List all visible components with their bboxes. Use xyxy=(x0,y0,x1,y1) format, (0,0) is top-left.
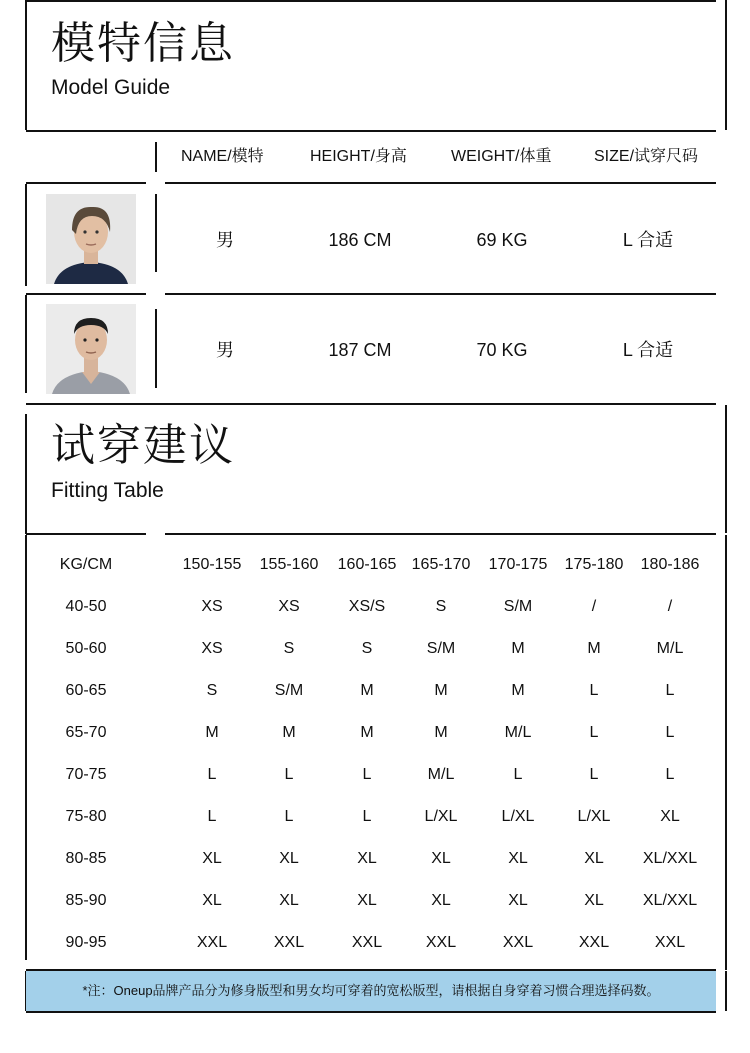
table-row xyxy=(0,721,750,745)
note-bottom-line xyxy=(26,1011,716,1013)
header-divider xyxy=(155,142,157,172)
size-cell: M xyxy=(511,640,525,657)
size-cell: S/M xyxy=(426,640,456,657)
size-cell: XXL xyxy=(502,934,534,951)
size-cell: M/L xyxy=(656,640,684,657)
guide-section-bottom-line xyxy=(26,403,716,405)
table-row xyxy=(0,805,750,829)
header-bottom-line-left xyxy=(26,182,146,184)
weight-range-label: 75-80 xyxy=(65,808,107,825)
size-cell: L xyxy=(589,724,599,741)
size-cell: XL xyxy=(431,850,451,867)
weight-range-label: 50-60 xyxy=(65,640,107,657)
size-cell: XL/XXL xyxy=(642,892,698,909)
header-weight: WEIGHT/体重 xyxy=(451,148,552,165)
size-cell: S/M xyxy=(503,598,533,615)
size-cell: M xyxy=(434,682,448,699)
weight-range-label: 65-70 xyxy=(65,724,107,741)
header-bottom-line-right xyxy=(165,182,716,184)
size-cell: S xyxy=(435,598,447,615)
size-cell: L xyxy=(284,766,294,783)
table-row xyxy=(0,889,750,913)
size-cell: L xyxy=(207,766,217,783)
size-cell: L xyxy=(362,808,372,825)
guide-header-top-line xyxy=(26,130,716,132)
size-cell: M/L xyxy=(504,724,532,741)
size-cell: L/XL xyxy=(501,808,535,825)
table-row xyxy=(0,763,750,787)
table-row xyxy=(0,679,750,703)
row1-divider xyxy=(155,194,157,272)
size-cell: M xyxy=(587,640,601,657)
size-cell: M xyxy=(360,724,374,741)
size-cell: XL xyxy=(357,850,377,867)
size-cell: XS xyxy=(278,598,300,615)
size-cell: XL xyxy=(508,892,528,909)
fitting-header-line-left xyxy=(26,533,146,535)
fitting-table-title: 试穿建议 xyxy=(51,420,235,471)
size-cell: XL xyxy=(279,892,299,909)
fitting-table-subtitle: Fitting Table xyxy=(51,479,164,502)
size-cell: XS xyxy=(201,598,223,615)
size-cell: XXL xyxy=(196,934,228,951)
right-border-guide xyxy=(725,0,727,130)
table-row xyxy=(0,595,750,619)
size-cell: XS/S xyxy=(348,598,386,615)
size-cell: L xyxy=(513,766,523,783)
height-range-header: 155-160 xyxy=(259,556,319,573)
size-cell: XXL xyxy=(654,934,686,951)
header-name: NAME/模特 xyxy=(181,148,264,165)
size-cell: / xyxy=(591,598,597,615)
table-row xyxy=(0,847,750,871)
model1-height: 186 CM xyxy=(328,230,392,250)
top-border xyxy=(26,0,716,2)
size-cell: XL/XXL xyxy=(642,850,698,867)
size-cell: XS xyxy=(201,640,223,657)
table-row xyxy=(0,931,750,955)
model2-size: L 合适 xyxy=(622,340,674,360)
model1-name: 男 xyxy=(216,230,234,250)
weight-range-label: 70-75 xyxy=(65,766,107,783)
row1-left-border xyxy=(25,184,27,286)
size-cell: XL xyxy=(202,892,222,909)
size-cell: XL xyxy=(357,892,377,909)
fitting-note: *注：Oneup品牌产品分为修身版型和男女均可穿着的宽松版型，请根据自身穿着习惯合理选择码数。 xyxy=(26,971,716,1011)
size-cell: L xyxy=(665,724,675,741)
note-right-border xyxy=(725,971,727,1011)
size-cell: XL xyxy=(508,850,528,867)
size-cell: M xyxy=(511,682,525,699)
size-cell: XL xyxy=(584,850,604,867)
model-portrait-icon xyxy=(46,194,136,284)
model2-name: 男 xyxy=(216,340,234,360)
header-height: HEIGHT/身高 xyxy=(310,148,407,165)
size-cell: S xyxy=(283,640,295,657)
size-cell: S xyxy=(206,682,218,699)
size-cell: L/XL xyxy=(424,808,458,825)
size-cell: M xyxy=(205,724,219,741)
model1-weight: 69 KG xyxy=(476,230,528,250)
size-cell: M xyxy=(434,724,448,741)
row1-bottom-line-right xyxy=(165,293,716,295)
size-cell: L xyxy=(284,808,294,825)
model2-weight: 70 KG xyxy=(476,340,528,360)
height-range-header: 160-165 xyxy=(337,556,397,573)
weight-range-label: 85-90 xyxy=(65,892,107,909)
model1-size: L 合适 xyxy=(622,230,674,250)
size-cell: M xyxy=(282,724,296,741)
size-cell: S/M xyxy=(274,682,304,699)
model-portrait-icon xyxy=(46,304,136,394)
table-row xyxy=(0,637,750,661)
size-cell: L xyxy=(589,766,599,783)
size-cell: XL xyxy=(431,892,451,909)
model-guide-subtitle: Model Guide xyxy=(51,76,171,99)
size-cell: L xyxy=(665,682,675,699)
size-cell: M xyxy=(360,682,374,699)
weight-range-label: 80-85 xyxy=(65,850,107,867)
size-cell: / xyxy=(667,598,673,615)
size-cell: XL xyxy=(660,808,680,825)
left-border-fitting xyxy=(25,414,27,534)
header-size: SIZE/试穿尺码 xyxy=(594,148,699,165)
height-range-header: 175-180 xyxy=(564,556,624,573)
size-cell: XXL xyxy=(578,934,610,951)
row2-divider xyxy=(155,309,157,388)
row1-bottom-line-left xyxy=(26,293,146,295)
corner-label: KG/CM xyxy=(59,556,113,573)
model-photo-1 xyxy=(46,194,136,284)
model2-height: 187 CM xyxy=(328,340,392,360)
size-cell: XL xyxy=(279,850,299,867)
left-border-guide xyxy=(25,0,27,130)
model-guide-title: 模特信息 xyxy=(51,18,235,69)
size-cell: S xyxy=(361,640,373,657)
size-cell: XL xyxy=(584,892,604,909)
weight-range-label: 90-95 xyxy=(65,934,107,951)
size-cell: L xyxy=(665,766,675,783)
size-cell: XXL xyxy=(273,934,305,951)
size-cell: XL xyxy=(202,850,222,867)
height-range-header: 150-155 xyxy=(182,556,242,573)
right-border-fitting xyxy=(725,405,727,533)
height-range-header: 170-175 xyxy=(488,556,548,573)
size-cell: L/XL xyxy=(577,808,611,825)
fitting-header-line-right xyxy=(165,533,716,535)
row2-left-border xyxy=(25,295,27,393)
size-cell: XXL xyxy=(351,934,383,951)
weight-range-label: 60-65 xyxy=(65,682,107,699)
fitting-header-row xyxy=(0,553,750,577)
size-cell: M/L xyxy=(427,766,455,783)
height-range-header: 180-186 xyxy=(640,556,700,573)
model-photo-2 xyxy=(46,304,136,394)
weight-range-label: 40-50 xyxy=(65,598,107,615)
size-cell: L xyxy=(589,682,599,699)
size-cell: L xyxy=(362,766,372,783)
height-range-header: 165-170 xyxy=(411,556,471,573)
size-cell: XXL xyxy=(425,934,457,951)
size-cell: L xyxy=(207,808,217,825)
